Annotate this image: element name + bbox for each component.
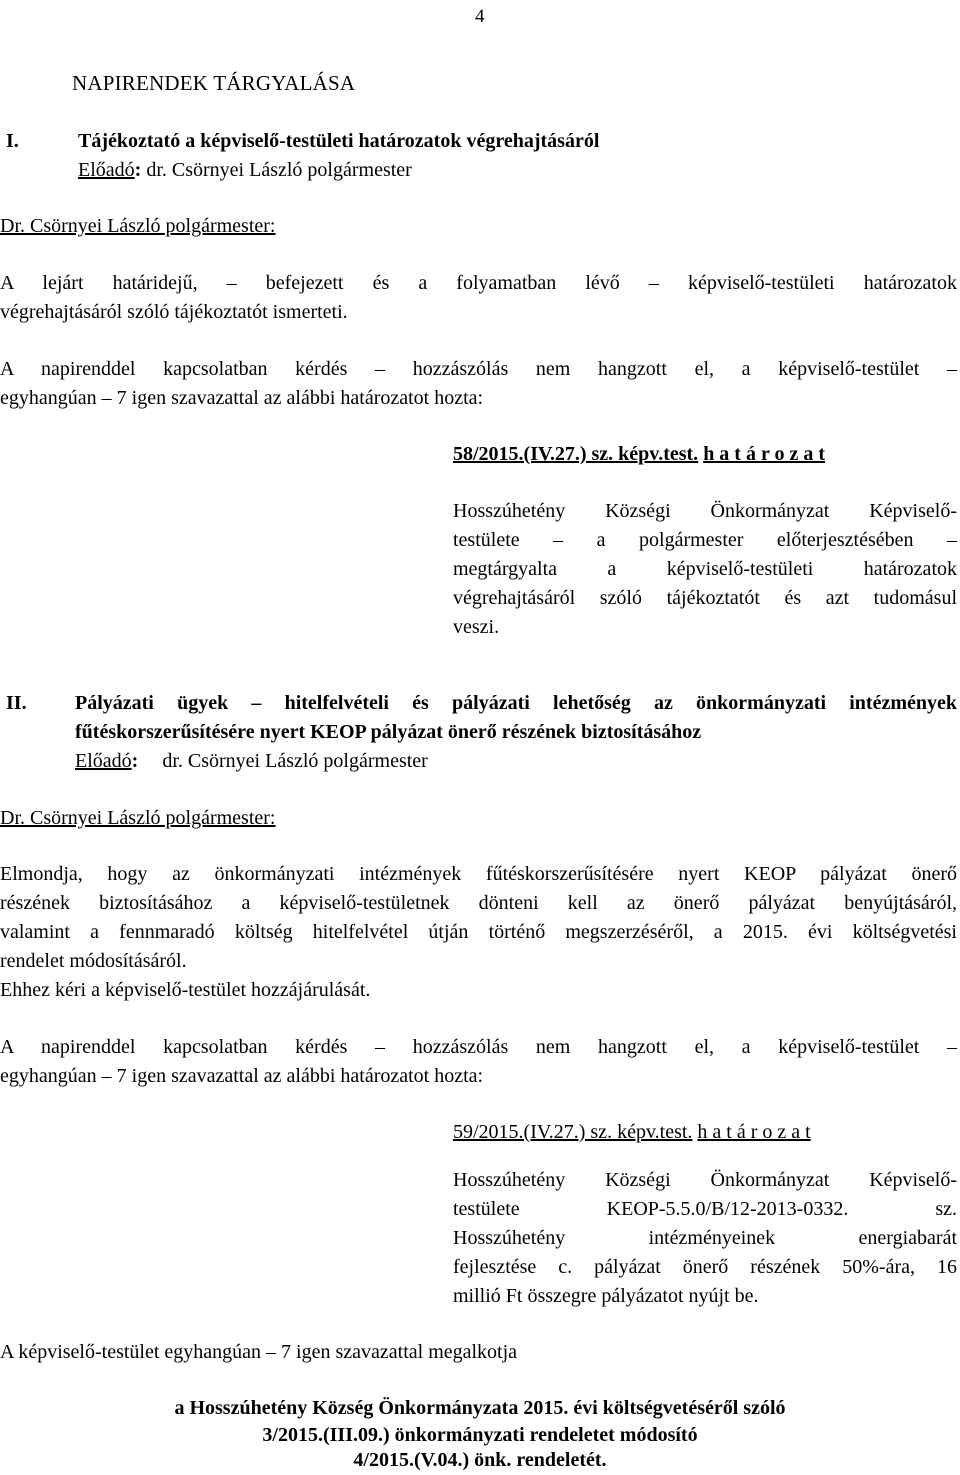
- resolution-line: fejlesztése c. pályázat önerő részének 50%-ára, 16: [453, 1256, 957, 1278]
- page-number: 4: [475, 6, 485, 27]
- presenter-colon: :: [134, 159, 142, 181]
- ordinance-line: 3/2015.(III.09.) önkormányzati rendeletet módosító: [262, 1424, 698, 1446]
- resolution-line: millió Ft összegre pályázatot nyújt be.: [453, 1285, 759, 1307]
- resolution-58-header: [453, 440, 825, 469]
- resolution-59-header: [453, 1118, 811, 1147]
- resolution-line: végrehajtásáról szóló tájékoztatót és azt tudomásul: [453, 587, 957, 609]
- resolution-line: Hosszúhetény Községi Önkormányzat Képviselő-: [453, 500, 957, 522]
- item-2-para1-line: rendelet módosításáról.: [0, 950, 187, 972]
- item-1-presenter: [78, 156, 412, 185]
- item-2-para2-line1: A napirenddel kapcsolatban kérdés – hozzászólás nem hangzott el, a képviselő-testület –: [0, 1036, 957, 1058]
- presenter-name: dr. Csörnyei László polgármester: [162, 750, 428, 772]
- item-1-para1-line1: A lejárt határidejű, – befejezett és a folyamatban lévő – képviselő-testületi határozatok: [0, 272, 957, 294]
- ordinance-line: a Hosszúhetény Község Önkormányzata 2015. évi költségvetéséről szóló: [174, 1397, 786, 1419]
- resolution-word: h a t á r o z a t: [703, 443, 826, 465]
- item-2-para1-extra: Ehhez kéri a képviselő-testület hozzájárulását.: [0, 979, 371, 1001]
- resolution-line: Hosszúhetény Községi Önkormányzat Képviselő-: [453, 1169, 957, 1191]
- item-1-para2-line1: A napirenddel kapcsolatban kérdés – hozzászólás nem hangzott el, a képviselő-testület –: [0, 358, 957, 380]
- presenter-label: Előadó: [78, 159, 135, 181]
- item-1-para2-line2: egyhangúan – 7 igen szavazattal az alábbi határozatot hozta:: [0, 387, 484, 409]
- resolution-id: 59/2015.(IV.27.) sz. képv.test.: [453, 1121, 693, 1143]
- resolution-line: testülete – a polgármester előterjesztésében –: [453, 529, 957, 551]
- item-2-para1-line: Elmondja, hogy az önkormányzati intézmények fűtéskorszerűsítésére nyert KEOP pályázat önerő: [0, 863, 957, 885]
- item-1-speaker: Dr. Csörnyei László polgármester:: [0, 215, 276, 237]
- item-2-speaker: Dr. Csörnyei László polgármester:: [0, 807, 276, 829]
- ordinance-line: 4/2015.(V.04.) önk. rendeletét.: [353, 1449, 607, 1471]
- item-2-para2-line2: egyhangúan – 7 igen szavazattal az alábbi határozatot hozta:: [0, 1065, 484, 1087]
- item-1-title: Tájékoztató a képviselő-testületi határozatok végrehajtásáról: [78, 130, 600, 152]
- item-2-presenter: [75, 747, 428, 776]
- item-1-number: I.: [6, 130, 19, 152]
- resolution-word: h a t á r o z a t: [697, 1121, 811, 1143]
- item-2-number: II.: [6, 692, 27, 714]
- item-2-title-line2: fűtéskorszerűsítésére nyert KEOP pályázat önerő részének biztosításához: [75, 721, 702, 743]
- presenter-label: Előadó: [75, 750, 132, 772]
- item-2-para1-line: részének biztosításához a képviselő-testületnek dönteni kell az önerő pályázat benyújtásáról,: [0, 892, 957, 914]
- resolution-line: Hosszúhetény intézményeinek energiabarát: [453, 1227, 957, 1249]
- resolution-line: testülete KEOP-5.5.0/B/12-2013-0332. sz.: [453, 1198, 957, 1220]
- item-2-adoption-text: A képviselő-testület egyhangúan – 7 igen szavazattal megalkotja: [0, 1341, 518, 1363]
- item-2-title-line1: Pályázati ügyek – hitelfelvételi és pályázati lehetőség az önkormányzati intézmények: [75, 692, 957, 714]
- resolution-id: 58/2015.(IV.27.) sz. képv.test.: [453, 443, 699, 465]
- presenter-name: dr. Csörnyei László polgármester: [146, 159, 412, 181]
- presenter-colon: :: [131, 750, 139, 772]
- agenda-heading: NAPIRENDEK TÁRGYALÁSA: [72, 71, 356, 95]
- item-1-para1-line2: végrehajtásáról szóló tájékoztatót ismerteti.: [0, 301, 348, 323]
- resolution-line: megtárgyalta a képviselő-testületi határozatok: [453, 558, 957, 580]
- resolution-line: veszi.: [453, 616, 500, 638]
- item-2-para1-line: valamint a fennmaradó költség hitelfelvétel útján történő megszerzéséről, a 2015. évi költségvetési: [0, 921, 957, 943]
